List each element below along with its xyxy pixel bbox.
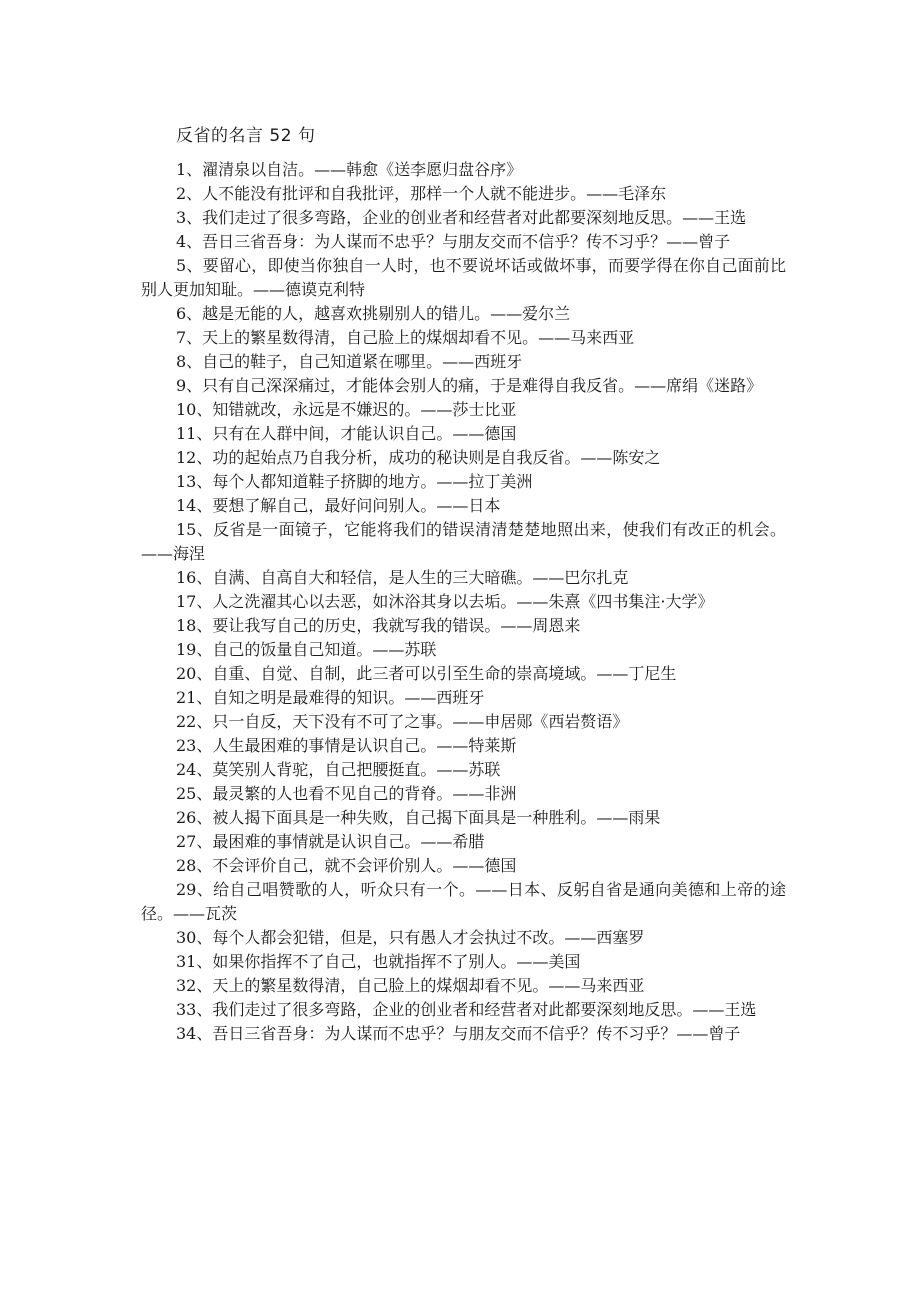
quote-item: 17、人之洗濯其心以去恶，如沐浴其身以去垢。——朱熹《四书集注·大学》 [176, 592, 714, 611]
quote-item: 34、吾日三省吾身：为人谋而不忠乎？与朋友交而不信乎？传不习乎？——曾子 [176, 1024, 741, 1043]
quote-item: 22、只一自反，天下没有不可了之事。——申居郧《西岩赘语》 [176, 712, 629, 731]
quote-item: 15、反省是一面镜子，它能将我们的错误清清楚楚地照出来，使我们有改正的机会。——海涅 [141, 520, 786, 563]
quote-item: 3、我们走过了很多弯路，企业的创业者和经营者对此都要深刻地反思。——王选 [176, 208, 747, 227]
quote-item: 11、只有在人群中间，才能认识自己。——德国 [176, 424, 517, 443]
quote-item: 29、给自己唱赞歌的人，听众只有一个。——日本、反躬自省是通向美德和上帝的途径。——瓦茨 [141, 880, 786, 923]
quote-item: 32、天上的繁星数得清，自己脸上的煤烟却看不见。——马来西亚 [176, 976, 645, 995]
quote-item: 20、自重、自觉、自制，此三者可以引至生命的崇高境域。——丁尼生 [176, 664, 677, 683]
quote-item: 18、要让我写自己的历史，我就写我的错误。——周恩来 [176, 616, 581, 635]
quote-item: 1、濯清泉以自洁。——韩愈《送李愿归盘谷序》 [176, 160, 523, 179]
document-title: 反省的名言 52 句 [176, 126, 316, 146]
quote-item: 25、最灵繁的人也看不见自己的背脊。——非洲 [176, 784, 517, 803]
quote-item: 30、每个人都会犯错，但是，只有愚人才会执过不改。——西塞罗 [176, 928, 645, 947]
quote-item: 6、越是无能的人，越喜欢挑剔别人的错儿。——爱尔兰 [176, 304, 571, 323]
quote-item: 4、吾日三省吾身：为人谋而不忠乎？与朋友交而不信乎？传不习乎？——曾子 [176, 232, 731, 251]
quote-item: 23、人生最困难的事情是认识自己。——特莱斯 [176, 736, 517, 755]
quote-item: 5、要留心，即使当你独自一人时，也不要说坏话或做坏事，而要学得在你自己面前比别人更加知耻。——德谟克利特 [141, 256, 786, 299]
quote-item: 8、自己的鞋子，自己知道紧在哪里。——西班牙 [176, 352, 523, 371]
quote-item: 27、最困难的事情就是认识自己。——希腊 [176, 832, 485, 851]
quote-list [141, 158, 786, 1046]
quote-item: 14、要想了解自己，最好问问别人。——日本 [176, 496, 501, 515]
quote-item: 13、每个人都知道鞋子挤脚的地方。——拉丁美洲 [176, 472, 533, 491]
quote-item: 2、人不能没有批评和自我批评，那样一个人就不能进步。——毛泽东 [176, 184, 667, 203]
quote-item: 10、知错就改，永远是不嫌迟的。——莎士比亚 [176, 400, 517, 419]
quote-item: 9、只有自己深深痛过，才能体会别人的痛，于是难得自我反省。——席绢《迷路》 [176, 376, 763, 395]
quote-item: 12、功的起始点乃自我分析，成功的秘诀则是自我反省。——陈安之 [176, 448, 661, 467]
quote-item: 24、莫笑别人背驼，自己把腰挺直。——苏联 [176, 760, 501, 779]
quote-item: 21、自知之明是最难得的知识。——西班牙 [176, 688, 485, 707]
quote-item: 26、被人揭下面具是一种失败，自己揭下面具是一种胜利。——雨果 [176, 808, 661, 827]
quote-item: 31、如果你指挥不了自己，也就指挥不了别人。——美国 [176, 952, 581, 971]
quote-item: 7、天上的繁星数得清，自己脸上的煤烟却看不见。——马来西亚 [176, 328, 635, 347]
quote-item: 16、自满、自高自大和轻信，是人生的三大暗礁。——巴尔扎克 [176, 568, 629, 587]
quote-item: 19、自己的饭量自己知道。——苏联 [176, 640, 437, 659]
quote-item: 33、我们走过了很多弯路，企业的创业者和经营者对此都要深刻地反思。——王选 [176, 1000, 757, 1019]
quote-item: 28、不会评价自己，就不会评价别人。——德国 [176, 856, 517, 875]
